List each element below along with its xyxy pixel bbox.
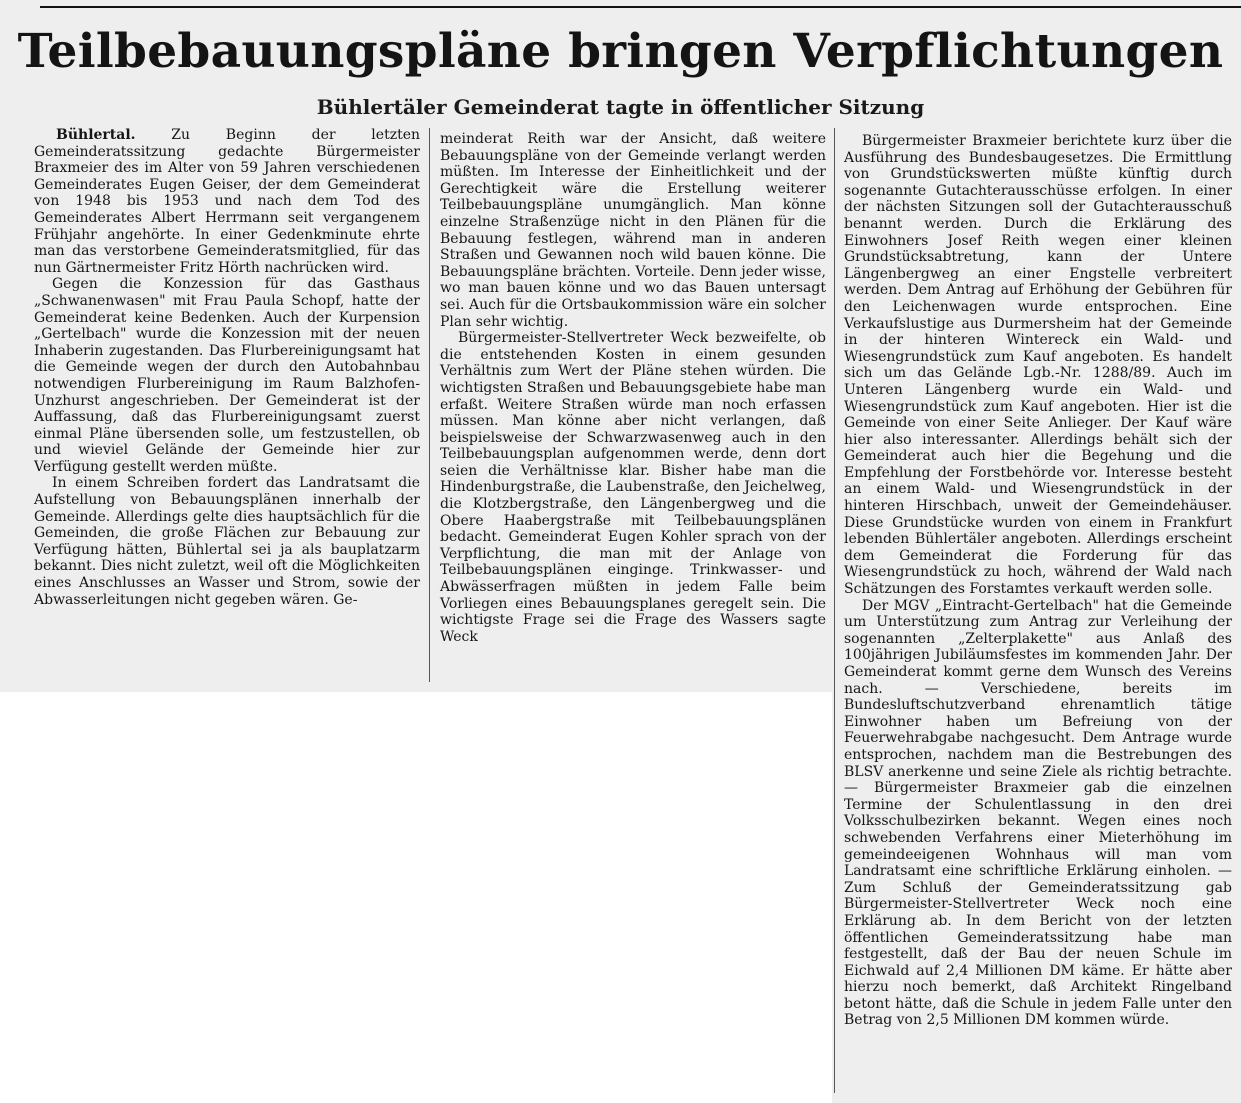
paragraph: Der MGV „Eintracht-Gertelbach" hat die Gemeinde um Unterstützung zum Antrag zur Verleihung der sogenannten „Zelterplakette" aus Anlaß des 100jährigen Jubiläumsfestes im kommenden Jahr. Der Gemeinderat kommt gerne dem Wunsch des Vereins nach. — Verschiedene, bereits im Bundesluftschutzverband ehrenamtlich tätige Einwohner haben um Befreiung von der Feuerwehrabgabe nachgesucht. Dem Antrage wurde entsprochen, nachdem man die Bestrebungen des BLSV anerkenne und seine Ziele als richtig betrachte. — Bürgermeister Braxmeier gab die einzelnen Termine der Schulentlassung in den drei Volksschulbezirken bekannt. Wegen eines noch schwebenden Verfahrens einer Mieterhöhung im gemeindeeigenen Wohnhaus will man vom Landratsamt eine schriftliche Erklärung einholen. — Zum Schluß der Gemeinderatssitzung gab Bürgermeister-Stellvertreter Weck noch eine Erklärung ab. In dem Bericht von der letzten öffentlichen Gemeinderatssitzung habe man festgestellt, daß der Bau der neuen Schule im Eichwald auf 2,4 Millionen DM käme. Er hätte aber hierzu noch bemerkt, daß Architekt Ringelband betont hätte, daß die Schule in jedem Falle unter den Betrag von 2,5 Millionen DM kommen würde. [844,597,1232,1029]
column-divider [834,128,835,1093]
article-subheadline: Bühlertäler Gemeinderat tagte in öffentlicher Sitzung [316,95,925,119]
paragraph [34,127,420,276]
article-column-3 [844,133,1232,1029]
paragraph: meinderat Reith war der Ansicht, daß weitere Bebauungspläne von der Gemeinde verlangt werden müßten. Im Interesse der Einheitlichkeit und der Gerechtigkeit wäre die Erstellung weiterer Teilbebauungspläne unumgänglich. Man könne einzelne Straßenzüge nicht in den Plänen für die Bebauung festlegen, während man in anderen Straßen und Gewannen noch wild bauen könne. Die Bebauungspläne brächten. Vorteile. Denn jeder wisse, wo man bauen könne und wo das Bauen untersagt sei. Auch für die Ortsbaukommission wäre ein solcher Plan sehr wichtig. [440,131,826,330]
paragraph: Gegen die Konzession für das Gasthaus „Schwanenwasen" mit Frau Paula Schopf, hatte der Gemeinderat keine Bedenken. Auch der Kurpension „Gertelbach" wurde die Konzession mit der neuen Inhaberin zugestanden. Das Flurbereinigungsamt hat die Gemeinde wegen der durch den Autobahnbau notwendigen Flurbereinigung im Raum Balzhofen-Unzhurst angeschrieben. Der Gemeinderat ist der Auffassung, daß das Flurbereinigungsamt zuerst einmal Pläne übersenden solle, um festzustellen, ob und wieviel Gelände der Gemeinde hier zur Verfügung gestellt werden müßte. [34,276,420,475]
paragraph: Bürgermeister Braxmeier berichtete kurz über die Ausführung des Bundesbaugesetzes. Die Ermittlung von Grundstückswerten müßte künftig durch sogenannte Gutachterausschüsse erfolgen. In einer der nächsten Sitzungen soll der Gutachterausschuß benannt werden. Durch die Erklärung des Einwohners Josef Reith wegen einer kleinen Grundstücksabtretung, kann der Untere Längenbergweg an einer Engstelle verbreitert werden. Dem Antrag auf Erhöhung der Gebühren für den Leichenwagen wurde entsprochen. Eine Verkaufslustige aus Durmersheim hat der Gemeinde in der hinteren Wintereck ein Wald- und Wiesengrundstück zum Kauf angeboten. Es handelt sich um das Gelände Lgb.-Nr. 1288/89. Auch im Unteren Längenberg wurde ein Wald- und Wiesengrundstück zum Kauf angeboten. Hier ist die Gemeinde von einer Seite Anlieger. Der Kauf wäre hier also interessanter. Allerdings behält sich der Gemeinderat auch hier die Begehung und die Empfehlung der Forstbehörde vor. Interesse besteht an einem Wald- und Wiesengrundstück in der hinteren Hirschbach, unweit der Gemeindehäuser. Diese Grundstücke wurden von einem in Frankfurt lebenden Bühlertäler angeboten. Allerdings erscheint dem Gemeinderat die Forderung für das Wiesengrundstück zu hoch, während der Wald nach Schätzungen des Forstamtes verkauft werden solle. [844,133,1232,598]
column-divider [429,128,430,682]
article-headline: Teilbebauungspläne bringen Verpflichtungen [17,24,1224,79]
top-rule [40,6,1241,8]
paragraph-text: Zu Beginn der letzten Gemeinderatssitzung gedachte Bürgermeister Braxmeier des im Alter von 59 Jahren verschiedenen Gemeinderates Eugen Geiser, der dem Gemeinderat von 1948 bis 1953 und nach dem Tod des Gemeinderates Albert Herrmann seit vergangenem Frühjahr angehörte. In einer Gedenkminute ehrte man das verstorbene Gemeinderatsmitglied, für das nun Gärtnermeister Fritz Hörth nachrücken wird. [34,127,420,276]
paragraph: Bürgermeister-Stellvertreter Weck bezweifelte, ob die entstehenden Kosten in einem gesunden Verhältnis zum Wert der Pläne stehen würden. Die wichtigsten Straßen und Bebauungsgebiete habe man erfaßt. Weitere Straßen würde man noch erfassen müssen. Man könne aber nicht verlangen, daß beispielsweise der Schwarzwasenweg auch in den Teilbebauungsplan aufgenommen werde, denn dort seien die Verhältnisse klar. Bisher habe man die Hindenburgstraße, die Laubenstraße, den Jeichelweg, die Klotzbergstraße, den Längenbergweg und die Obere Haabergstraße mit Teilbebauungsplänen bedacht. Gemeinderat Eugen Kohler sprach von der Verpflichtung, die man mit der Anlage von Teilbebauungsplänen einginge. Trinkwasser- und Abwässerfragen müßten in jedem Falle beim Vorliegen eines Bebauungsplanes geregelt sein. Die wichtigste Frage sei die Frage des Wassers sagte Weck [440,330,826,645]
dateline: Bühlertal. [56,127,136,143]
article-column-2 [440,131,826,645]
paragraph: In einem Schreiben fordert das Landratsamt die Aufstellung von Bebauungsplänen innerhalb der Gemeinde. Allerdings gelte dies hauptsächlich für die Gemeinden, die große Flächen zur Bebauung zur Verfügung hätten, Bühlertal sei ja als bauplatzarm bekannt. Dies nicht zuletzt, weil oft die Möglichkeiten eines Anschlusses an Wasser und Strom, sowie der Abwasserleitungen nicht gegeben wären. Ge- [34,475,420,608]
article-column-1 [34,127,420,608]
